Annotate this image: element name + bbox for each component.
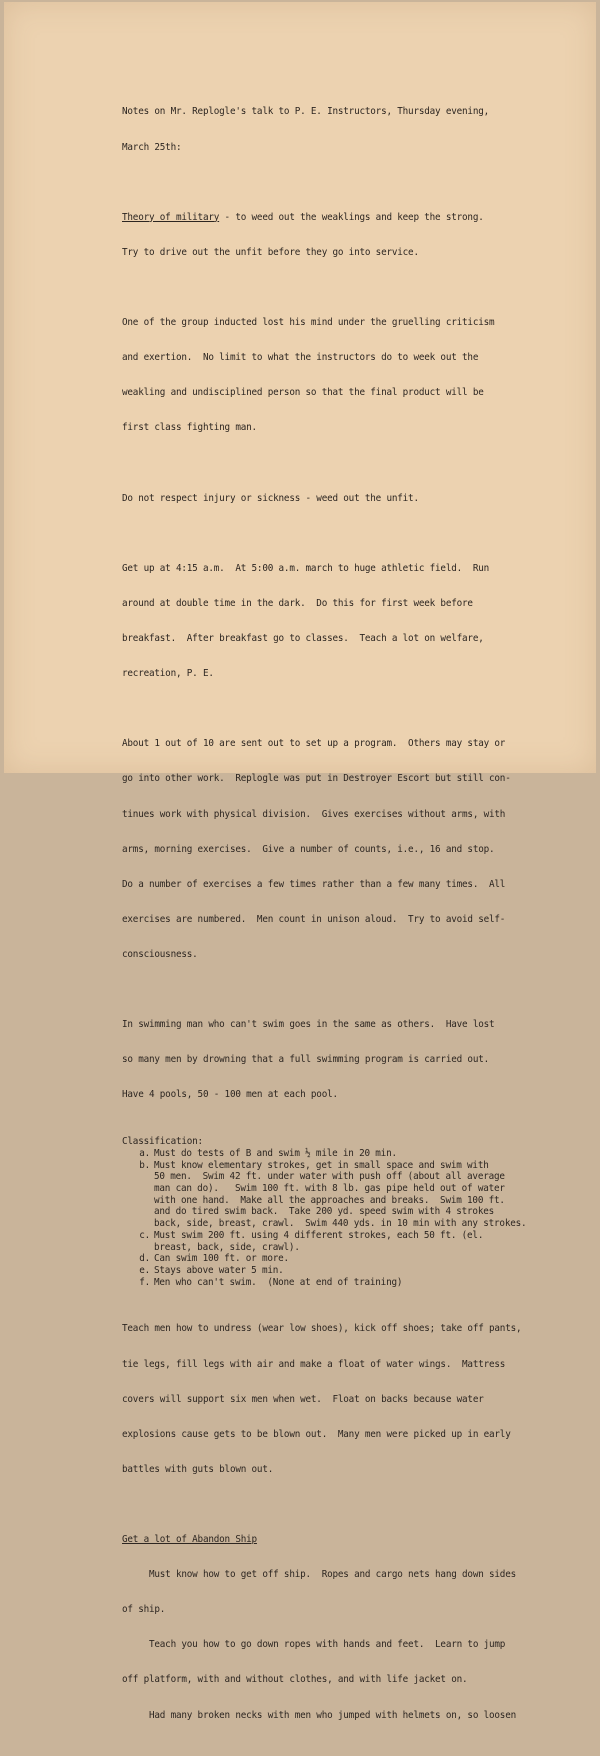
paragraph-line: and exertion. No limit to what the instructors do to week out the — [122, 352, 479, 364]
document-page — [4, 2, 596, 1721]
theory-line-2: Try to drive out the unfit before they go into service. — [122, 246, 419, 258]
item-marker: c. — [139, 1229, 150, 1241]
paragraph-line: off platform, with and without clothes, and with life jacket on. — [122, 1674, 468, 1686]
paragraph-line: Teach you how to go down ropes with hands and feet. Learn to jump — [122, 1639, 506, 1651]
paragraph-4 — [122, 715, 562, 984]
classification-item — [122, 1265, 562, 1277]
paragraph-line: arms, morning exercises. Give a number of counts, i.e., 16 and stop. — [122, 843, 495, 855]
paragraph-line: In swimming man who can't swim goes in the same as others. Have lost — [122, 1019, 495, 1031]
classification-item — [122, 1148, 562, 1160]
item-text: Can swim 100 ft. or more. — [154, 1253, 289, 1265]
item-continuation: man can do). Swim 100 ft. with 8 lb. gas pipe held out of water — [154, 1182, 505, 1194]
theory-line — [122, 212, 562, 224]
paragraph-5 — [122, 996, 562, 1125]
paragraph-6 — [122, 1300, 562, 1499]
header-line: March 25th: — [122, 141, 182, 153]
paragraph-line: tinues work with physical division. Gives exercises without arms, with — [122, 808, 506, 820]
paragraph-line: One of the group inducted lost his mind under the gruelling criticism — [122, 317, 495, 329]
paragraph-2 — [122, 469, 562, 528]
paragraph-line: consciousness. — [122, 948, 198, 960]
paragraph-line: Must know how to get off ship. Ropes and cargo nets hang down sides — [122, 1569, 516, 1581]
paragraph-line: go into other work. Replogle was put in Destroyer Escort but still con- — [122, 773, 511, 785]
classification-heading: Classification: — [122, 1136, 203, 1148]
paragraph-line: Do not respect injury or sickness - weed out the unfit. — [122, 492, 419, 504]
theory-paragraph — [122, 188, 562, 282]
item-text: Stays above water 5 min. — [154, 1264, 284, 1276]
classification-item — [122, 1277, 562, 1289]
item-continuation: 50 men. Swim 42 ft. under water with push off (about all average — [154, 1171, 505, 1183]
item-marker: a. — [139, 1147, 150, 1159]
paragraph-line: Had many broken necks with men who jumped with helmets on, so loosen — [122, 1709, 516, 1721]
item-marker: f. — [139, 1276, 150, 1288]
theory-rest: - to weed out the weaklings and keep the strong. — [219, 211, 484, 223]
paragraph-line: around at double time in the dark. Do this for first week before — [122, 597, 473, 609]
paragraph-line: covers will support six men when wet. Float on backs because water — [122, 1393, 484, 1405]
item-continuation: with one hand. Make all the approaches and breaks. Swim 100 ft. — [154, 1194, 505, 1206]
paragraph-line: Teach men how to undress (wear low shoes), kick off shoes; take off pants, — [122, 1323, 522, 1335]
item-marker: b. — [139, 1159, 150, 1171]
item-text: Men who can't swim. (None at end of training) — [154, 1276, 403, 1288]
header — [122, 83, 562, 177]
paragraph-line: tie legs, fill legs with air and make a float of water wings. Mattress — [122, 1358, 506, 1370]
paragraph-line: Get up at 4:15 a.m. At 5:00 a.m. march to huge athletic field. Run — [122, 562, 490, 574]
item-text: Must swim 200 ft. using 4 different strokes, each 50 ft. (el. — [154, 1229, 484, 1241]
paragraph-line: Do a number of exercises a few times rather than a few many times. All — [122, 878, 506, 890]
item-continuation: back, side, breast, crawl. Swim 440 yds. in 10 min with any strokes. — [154, 1218, 527, 1230]
item-text: Must do tests of B and swim ½ mile in 20 min. — [154, 1147, 397, 1159]
paragraph-line: first class fighting man. — [122, 422, 257, 434]
typed-notes — [122, 83, 562, 1756]
paragraph-3 — [122, 539, 562, 703]
paragraph-line: About 1 out of 10 are sent out to set up a program. Others may stay or — [122, 738, 506, 750]
classification-item — [122, 1253, 562, 1265]
paragraph-1 — [122, 294, 562, 458]
paragraph-line: breakfast. After breakfast go to classes. Teach a lot on welfare, — [122, 632, 484, 644]
item-continuation: and do tired swim back. Take 200 yd. speed swim with 4 strokes — [154, 1206, 495, 1218]
item-marker: d. — [139, 1253, 150, 1265]
classification-item — [122, 1160, 562, 1172]
paragraph-line: so many men by drowning that a full swimming program is carried out. — [122, 1054, 490, 1066]
paragraph-line: Have 4 pools, 50 - 100 men at each pool. — [122, 1089, 338, 1101]
item-marker: e. — [139, 1264, 150, 1276]
classification-section — [122, 1136, 562, 1288]
paragraph-line: battles with guts blown out. — [122, 1463, 274, 1475]
theory-title: Theory of military — [122, 211, 220, 223]
header-line: Notes on Mr. Replogle's talk to P. E. Instructors, Thursday evening, — [122, 106, 490, 118]
paragraph-line: weakling and undisciplined person so that the final product will be — [122, 387, 484, 399]
paragraph-line: exercises are numbered. Men count in unison aloud. Try to avoid self- — [122, 913, 506, 925]
classification-item — [122, 1230, 562, 1242]
abandon-ship-section — [122, 1511, 562, 1745]
paragraph-line: explosions cause gets to be blown out. Many men were picked up in early — [122, 1428, 511, 1440]
paragraph-line: recreation, P. E. — [122, 668, 214, 680]
item-continuation: breast, back, side, crawl). — [154, 1241, 300, 1253]
abandon-ship-title: Get a lot of Abandon Ship — [122, 1534, 257, 1546]
paragraph-line: of ship. — [122, 1604, 166, 1616]
item-text: Must know elementary strokes, get in small space and swim with — [154, 1159, 489, 1171]
